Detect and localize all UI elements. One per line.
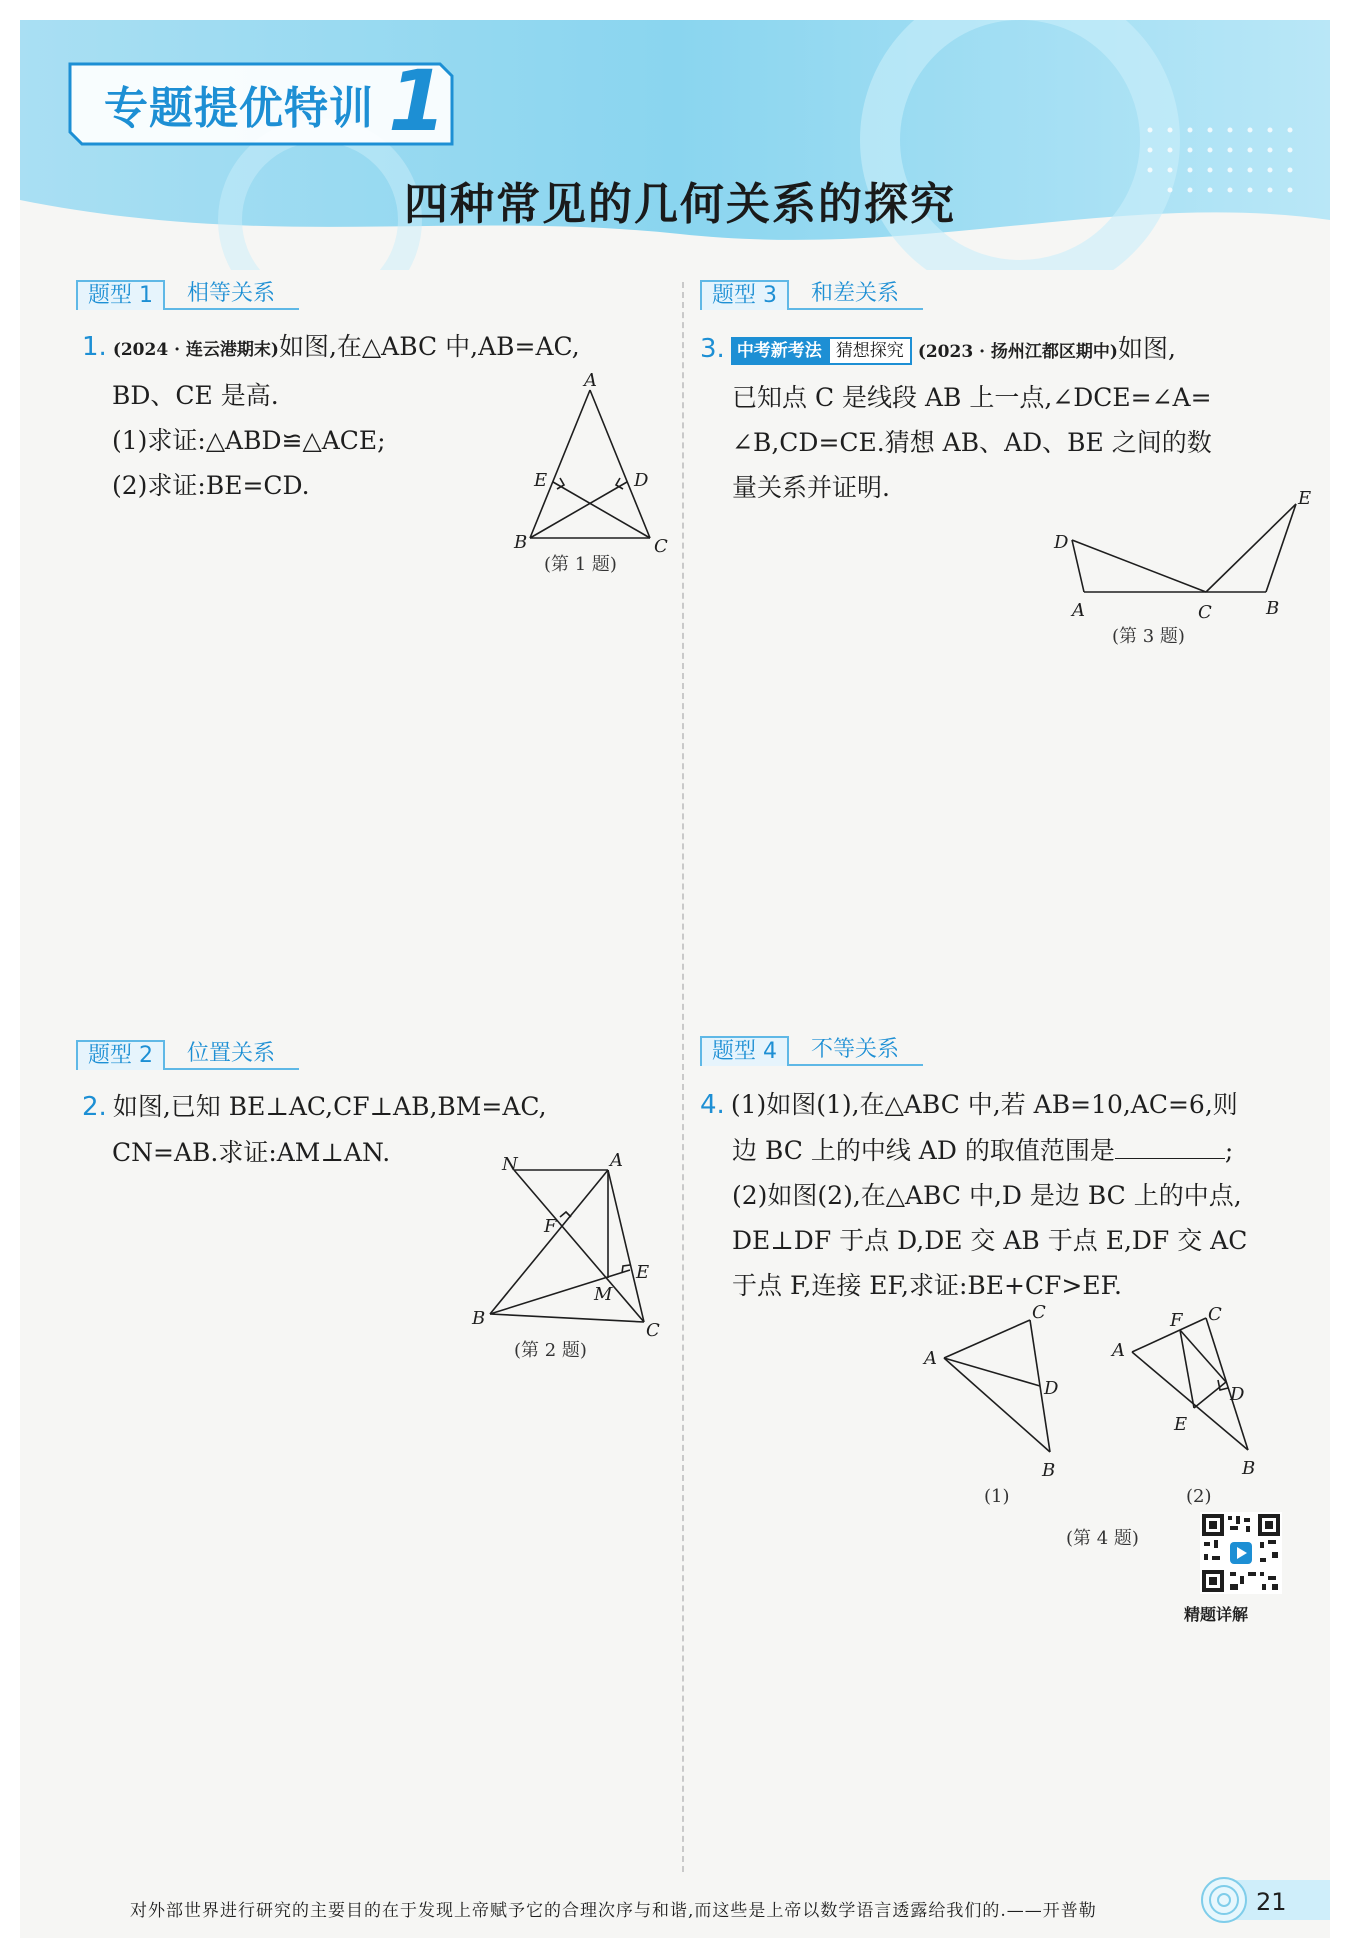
question-text: 于点 F,连接 EF,求证:BE+CF>EF. [732,1271,1123,1300]
series-number: 1 [388,52,447,150]
label-c: C [1208,1304,1222,1325]
question-number: 1. [82,332,107,362]
label-a: A [610,1150,623,1171]
label-f: F [1170,1310,1183,1331]
banner-background [20,20,1330,270]
column-divider [682,282,684,1872]
question-text: 如图,在△ABC 中,AB=AC, [278,332,580,361]
question-text: 如图, [1117,334,1176,363]
section-tag: 题型 4 [700,1036,789,1066]
question-4 [700,1082,1330,1308]
section-name: 不等关系 [789,1036,923,1066]
label-a: A [1072,600,1085,621]
footer-quote: 对外部世界进行研究的主要目的在于发现上帝赋予它的合理次序与和谐,而这些是上帝以数学语言透露给我们的.——开普勒 [130,1901,1097,1921]
question-text: ; [1224,1136,1234,1165]
question-source: (2024 · 连云港期末) [112,340,279,360]
label-d: D [1044,1378,1059,1399]
question-part-1: (1)如图(1),在△ABC 中,若 AB=10,AC=6,则 [730,1090,1238,1119]
series-label: 专题提优特训 [104,83,374,134]
inquiry-tag: 猜想探究 [828,337,912,365]
question-text: 边 BC 上的中线 AD 的取值范围是 [732,1136,1115,1165]
label-d: D [1230,1384,1245,1405]
section-label-1 [76,276,299,310]
question-text: 量关系并证明. [732,473,890,502]
section-name: 和差关系 [789,280,923,310]
label-c: C [654,536,668,557]
figure-caption-q4: (第 4 题) [1066,1528,1139,1549]
label-e: E [636,1262,650,1283]
question-number: 4. [700,1090,725,1120]
section-label-3 [700,276,923,310]
new-method-tag: 中考新考法 [731,337,828,365]
label-c: C [646,1320,660,1340]
figure-caption-q2: (第 2 题) [514,1340,587,1361]
figure-q4-2 [1110,1294,1310,1484]
textbook-page [20,20,1330,1938]
figure-q2 [460,1150,680,1340]
label-b: B [1266,598,1280,619]
label-b: B [1242,1458,1256,1479]
figure-q1-triangle [500,372,680,562]
section-tag: 题型 3 [700,280,789,310]
figure-q3 [1040,474,1320,634]
section-name: 位置关系 [165,1040,299,1070]
figure-q4-1 [920,1302,1080,1482]
figure-sub-caption-2: (2) [1186,1486,1212,1507]
question-source: (2023 · 扬州江都区期中) [917,342,1118,362]
question-text: DE⊥DF 于点 D,DE 交 AB 于点 E,DF 交 AC [732,1226,1248,1255]
section-label-2 [76,1036,299,1070]
label-m: M [594,1284,613,1305]
question-text: ∠B,CD=CE.猜想 AB、AD、BE 之间的数 [732,428,1212,457]
figure-caption-q1: (第 1 题) [544,554,617,575]
question-number: 3. [700,334,725,364]
label-e: E [534,470,548,491]
section-name: 相等关系 [165,280,299,310]
page-title: 四种常见的几何关系的探究 [404,179,956,230]
label-b: B [472,1308,486,1329]
label-f: F [544,1216,557,1237]
question-part-2: (2)如图(2),在△ABC 中,D 是边 BC 上的中点, [732,1181,1242,1210]
section-tag: 题型 2 [76,1040,165,1070]
section-tag: 题型 1 [76,280,165,310]
question-text: BD、CE 是高. [112,381,279,410]
label-b: B [1042,1460,1056,1481]
question-text: 已知点 C 是线段 AB 上一点,∠DCE=∠A= [732,383,1212,412]
label-e: E [1298,488,1312,509]
figure-caption-q3: (第 3 题) [1112,626,1185,647]
qr-caption: 精题详解 [1184,1605,1249,1624]
label-d: D [1054,532,1069,553]
header-banner [20,20,1330,270]
label-d: D [634,470,649,491]
label-c: C [1032,1302,1046,1323]
label-a: A [924,1348,937,1369]
label-e: E [1174,1414,1188,1435]
question-text: 如图,已知 BE⊥AC,CF⊥AB,BM=AC, [112,1092,547,1121]
section-label-4 [700,1032,923,1066]
question-text: CN=AB.求证:AM⊥AN. [112,1138,391,1167]
page-number: 21 [1256,1888,1287,1916]
qr-code[interactable] [1200,1512,1282,1594]
question-number: 2. [82,1092,107,1122]
label-a: A [584,372,597,391]
label-n: N [502,1154,518,1175]
question-part-2: (2)求证:BE=CD. [112,471,310,500]
figure-sub-caption-1: (1) [984,1486,1010,1507]
question-part-1: (1)求证:△ABD≌△ACE; [112,426,386,455]
answer-blank[interactable] [1115,1135,1225,1159]
label-a: A [1112,1340,1125,1361]
label-b: B [514,532,528,553]
label-c: C [1198,602,1212,623]
